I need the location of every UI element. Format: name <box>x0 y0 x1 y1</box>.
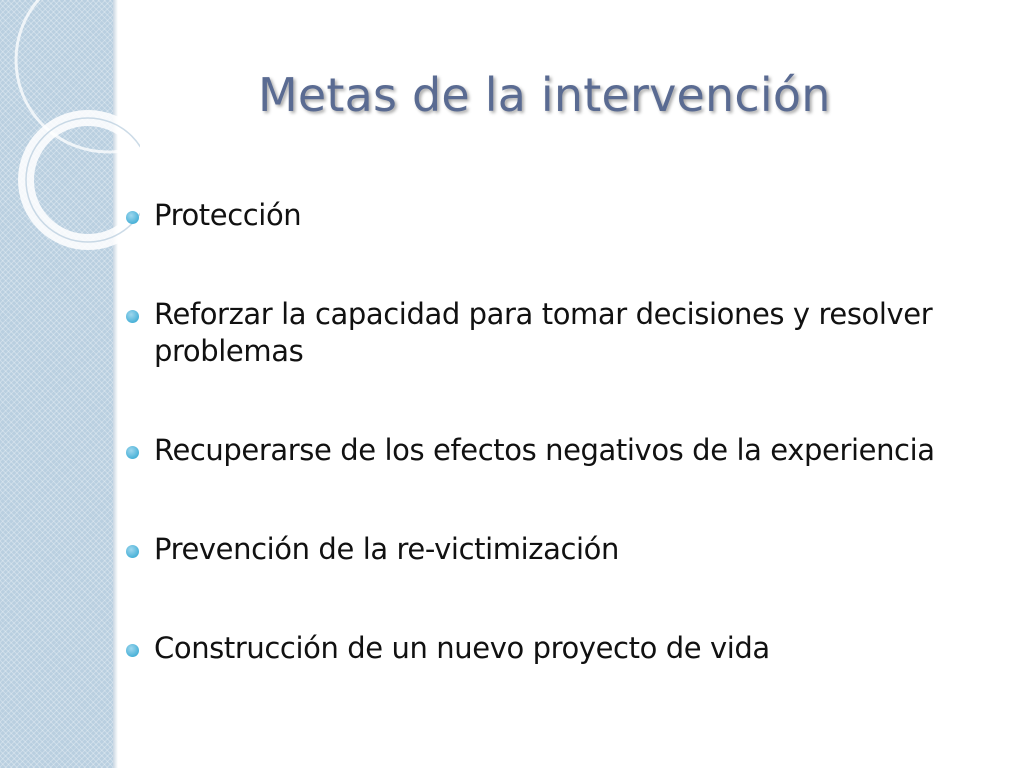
bullet-item-recuperarse <box>124 432 984 469</box>
circle-bullet-icon <box>126 446 139 459</box>
bullet-item-prevencion <box>124 531 984 568</box>
bullet-text: Recuperarse de los efectos negativos de la experiencia <box>154 433 935 467</box>
bullet-list <box>124 197 984 729</box>
bullet-text: Reforzar la capacidad para tomar decisiones y resolver problemas <box>154 297 933 368</box>
bullet-item-reforzar <box>124 296 984 370</box>
bullet-item-proteccion <box>124 197 984 234</box>
circle-bullet-icon <box>126 310 139 323</box>
bullet-text: Construcción de un nuevo proyecto de vida <box>154 631 770 665</box>
circle-bullet-icon <box>126 545 139 558</box>
bullet-text: Prevención de la re-victimización <box>154 532 619 566</box>
slide-title: Metas de la intervención <box>258 68 831 122</box>
circle-bullet-icon <box>126 644 139 657</box>
circle-bullet-icon <box>126 211 139 224</box>
bullet-text: Protección <box>154 198 302 232</box>
bullet-item-construccion <box>124 630 984 667</box>
decorative-rings-icon <box>0 0 140 260</box>
